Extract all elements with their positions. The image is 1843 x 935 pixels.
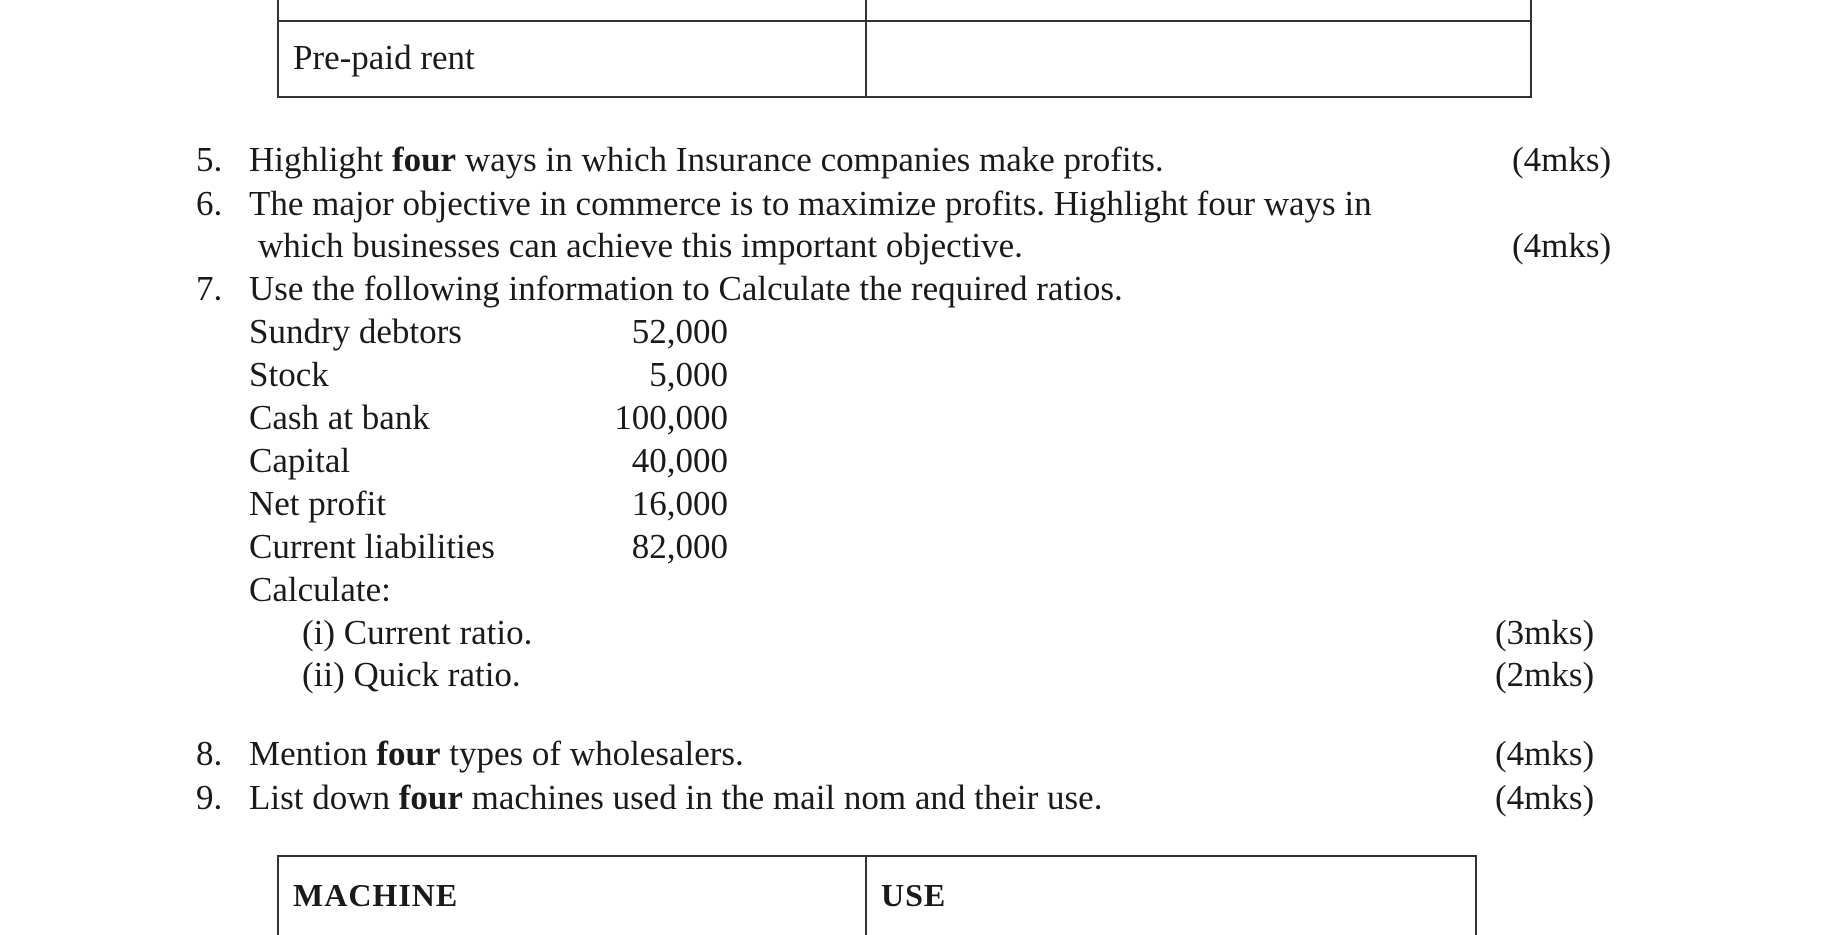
question-text-pre: List down xyxy=(249,778,399,817)
ratio-item-label: Stock xyxy=(249,355,329,394)
question-marks: (4mks) xyxy=(1512,226,1612,265)
table-border-top xyxy=(277,855,1477,857)
top-table xyxy=(277,0,1532,98)
question-text-bold: four xyxy=(398,778,463,817)
calculate-part: (i) Current ratio. xyxy=(302,613,533,652)
ratio-item-amount: 5,000 xyxy=(649,355,728,394)
question-text xyxy=(249,778,1102,818)
question-text-post: machines used in the mail nom and their use. xyxy=(462,778,1103,817)
calculate-part-marks: (2mks) xyxy=(1495,655,1595,694)
table-border-right xyxy=(1530,0,1532,98)
bottom-table xyxy=(277,855,1477,935)
calculate-part: (ii) Quick ratio. xyxy=(302,655,521,694)
ratio-item-label: Net profit xyxy=(249,484,387,523)
ratio-item-label: Capital xyxy=(249,441,351,480)
table-border-left xyxy=(277,0,279,98)
question-number: 7. xyxy=(196,269,223,308)
question-marks: (4mks) xyxy=(1512,140,1612,179)
ratio-item-label: Cash at bank xyxy=(249,398,430,437)
question-text-bold: four xyxy=(391,140,457,179)
table-cell-label: Pre-paid rent xyxy=(293,38,475,77)
question-number: 5. xyxy=(196,140,223,179)
question-text-pre: Highlight xyxy=(249,140,392,179)
question-text xyxy=(249,734,744,774)
ratio-item-amount: 16,000 xyxy=(631,484,728,523)
question-marks: (4mks) xyxy=(1495,778,1595,817)
table-header-use: USE xyxy=(881,877,947,913)
calculate-label: Calculate: xyxy=(249,570,391,609)
question-text-line2: which businesses can achieve this important objective. xyxy=(258,226,1023,265)
ratio-item-label: Sundry debtors xyxy=(249,312,462,351)
ratio-item-amount: 52,000 xyxy=(631,312,728,351)
question-text-post: ways in which Insurance companies make profits. xyxy=(456,140,1164,179)
question-number: 9. xyxy=(196,778,223,817)
question-text-line1: The major objective in commerce is to maximize profits. Highlight four ways in xyxy=(249,184,1372,223)
table-header-machine: MACHINE xyxy=(293,877,459,913)
question-text-pre: Mention xyxy=(249,734,377,773)
table-column-divider xyxy=(865,0,867,98)
question-marks: (4mks) xyxy=(1495,734,1595,773)
question-text xyxy=(249,140,1164,180)
ratio-item-label: Current liabilities xyxy=(249,527,495,566)
ratio-item-amount: 82,000 xyxy=(631,527,728,566)
table-border-right xyxy=(1475,855,1477,935)
table-column-divider xyxy=(865,855,867,935)
table-border-left xyxy=(277,855,279,935)
ratio-item-amount: 100,000 xyxy=(614,398,728,437)
question-number: 6. xyxy=(196,184,223,223)
question-text-bold: four xyxy=(376,734,441,773)
table-row-divider xyxy=(277,20,1532,22)
question-number: 8. xyxy=(196,734,223,773)
question-text-post: types of wholesalers. xyxy=(440,734,744,773)
table-border-bottom xyxy=(277,96,1532,98)
ratio-item-amount: 40,000 xyxy=(631,441,728,480)
calculate-part-marks: (3mks) xyxy=(1495,613,1595,652)
question-text: Use the following information to Calculate the required ratios. xyxy=(249,269,1123,308)
